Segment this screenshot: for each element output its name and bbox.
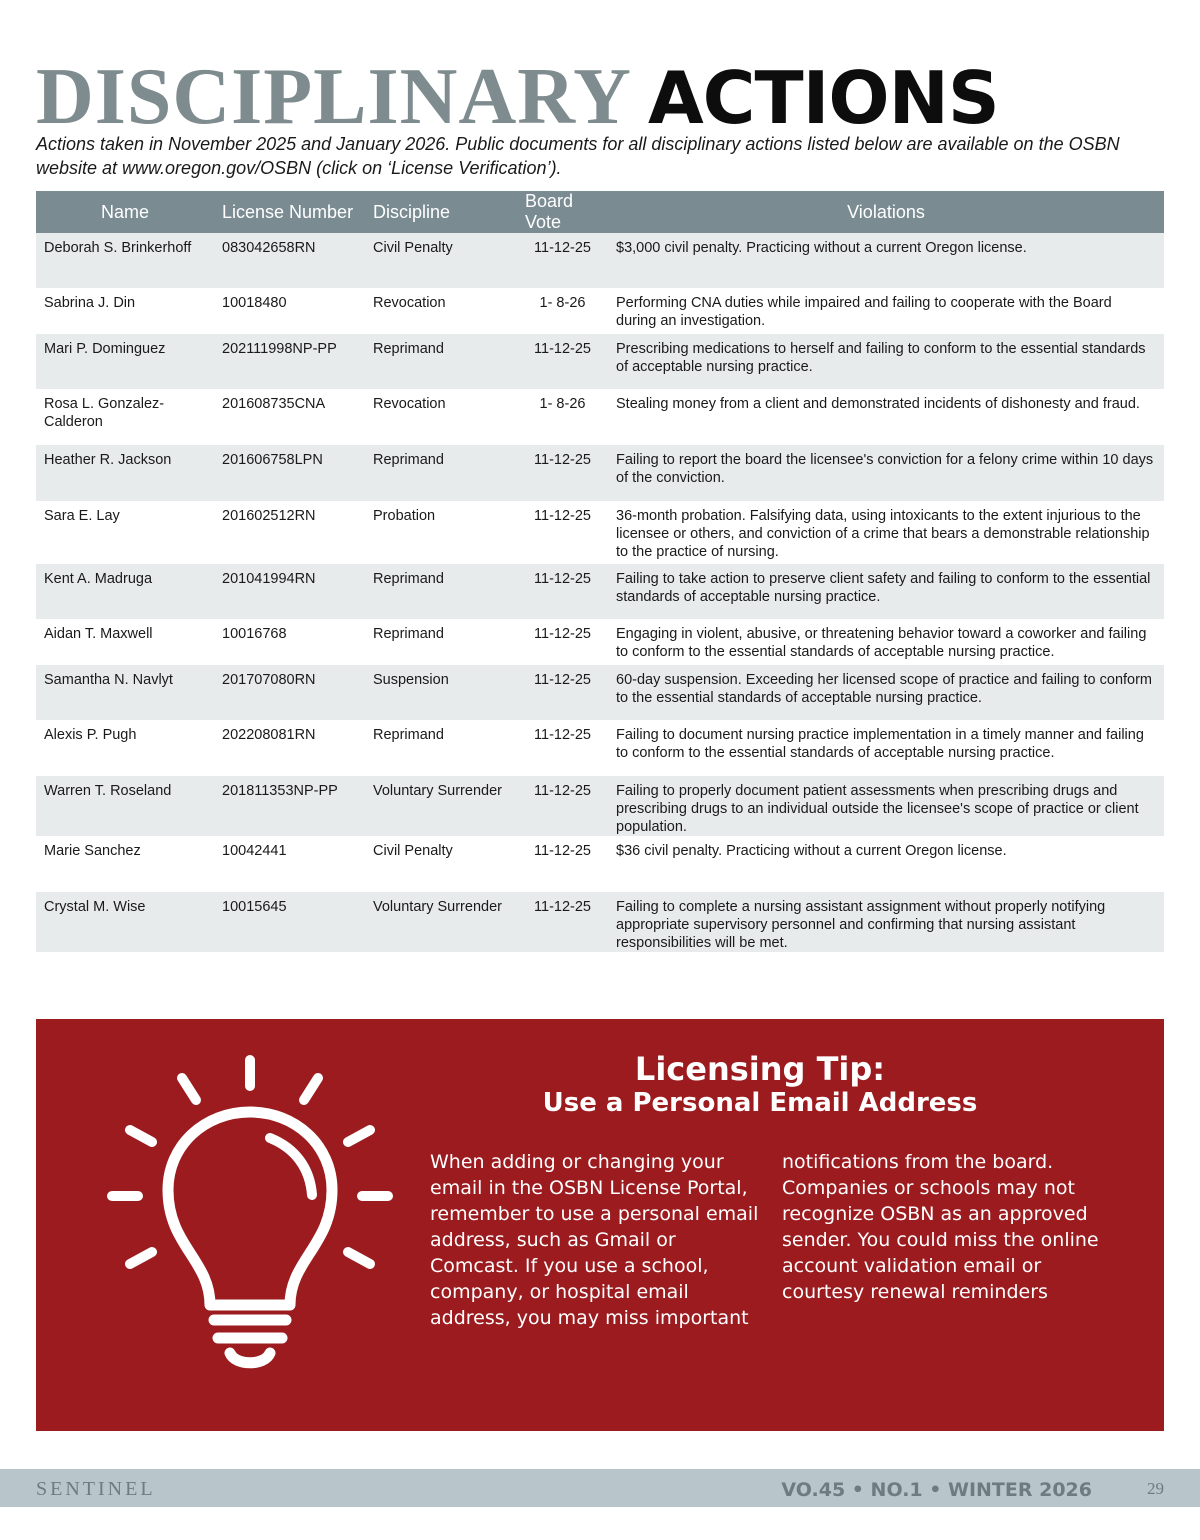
page-title [36, 52, 999, 142]
cell-name: Kent A. Madruga [44, 571, 153, 587]
cell-discipline: Revocation [373, 396, 446, 412]
intro-text: Actions taken in November 2025 and January 2026. Public documents for all disciplinary actions listed below are available on the OSBN website at www.oregon.gov/OSBN (click on ‘License Verification’). [36, 134, 1120, 178]
title-disciplinary: DISCIPLINARY [36, 53, 632, 141]
table-row [36, 501, 1164, 564]
column-header-name: Name [100, 201, 149, 222]
publication-name: SENTINEL [36, 1478, 156, 1500]
table-header-row [36, 191, 1164, 233]
cell-discipline: Reprimand [373, 452, 444, 468]
cell-board-vote: 11-12-25 [534, 240, 591, 256]
cell-violations: Failing to take action to preserve client safety and failing to conform to the essential standards of acceptable nursing practice. [616, 571, 1151, 605]
tip-body-column-2: notifications from the board. Companies or schools may not recognize OSBN as an approved sender. You could miss the online account validation email or courtesy renewal reminders [782, 1151, 1099, 1303]
cell-board-vote: 11-12-25 [534, 843, 591, 859]
cell-violations: $36 civil penalty. Practicing without a current Oregon license. [616, 843, 1007, 859]
table-row [36, 233, 1164, 288]
cell-license-number: 201041994RN [222, 571, 316, 587]
column-header-discipline: Discipline [373, 201, 451, 222]
cell-violations: Stealing money from a client and demonstrated incidents of dishonesty and fraud. [616, 396, 1140, 412]
cell-violations: Failing to document nursing practice implementation in a timely manner and failing to conform to the essential standards of acceptable nursing practice. [616, 727, 1144, 761]
cell-name: Samantha N. Navlyt [44, 672, 173, 688]
table-row [36, 288, 1164, 334]
cell-discipline: Suspension [373, 672, 449, 688]
cell-discipline: Civil Penalty [373, 240, 453, 256]
cell-discipline: Reprimand [373, 571, 444, 587]
cell-license-number: 10018480 [222, 295, 287, 311]
cell-license-number: 202111998NP-PP [222, 341, 337, 357]
disciplinary-table [36, 191, 1164, 952]
cell-license-number: 201608735CNA [222, 396, 326, 412]
cell-discipline: Revocation [373, 295, 446, 311]
cell-board-vote: 11-12-25 [534, 571, 591, 587]
cell-board-vote: 1- 8-26 [539, 295, 586, 311]
issue-info: VO.45 • NO.1 • WINTER 2026 [781, 1479, 1092, 1501]
cell-name: Sabrina J. Din [44, 295, 136, 311]
cell-name: Mari P. Dominguez [44, 341, 166, 357]
table-row [36, 836, 1164, 892]
cell-board-vote: 11-12-25 [534, 508, 591, 524]
cell-license-number: 201606758LPN [222, 452, 323, 468]
table-row [36, 564, 1164, 619]
table-row [36, 720, 1164, 776]
cell-board-vote: 11-12-25 [534, 672, 591, 688]
cell-violations: Engaging in violent, abusive, or threatening behavior toward a coworker and failing to conform to the essential standards of acceptable nursing practice. [616, 626, 1147, 660]
cell-violations: $3,000 civil penalty. Practicing without a current Oregon license. [616, 240, 1027, 256]
cell-name: Rosa L. Gonzalez-Calderon [44, 396, 165, 430]
cell-violations: Failing to complete a nursing assistant assignment without properly notifying appropriate supervisory personnel and confirming that nursing assistant responsibilities will be met. [616, 899, 1106, 951]
cell-name: Crystal M. Wise [44, 899, 146, 915]
cell-license-number: 201707080RN [222, 672, 316, 688]
table-row [36, 892, 1164, 952]
cell-license-number: 202208081RN [222, 727, 316, 743]
cell-name: Deborah S. Brinkerhoff [44, 240, 192, 256]
table-row [36, 776, 1164, 836]
cell-discipline: Reprimand [373, 626, 444, 642]
cell-license-number: 083042658RN [222, 240, 316, 256]
column-header-violations: Violations [847, 201, 925, 222]
cell-board-vote: 1- 8-26 [539, 396, 586, 412]
cell-license-number: 10042441 [222, 843, 287, 859]
cell-discipline: Voluntary Surrender [373, 899, 502, 915]
cell-name: Sara E. Lay [44, 508, 120, 524]
table-row [36, 334, 1164, 389]
cell-discipline: Voluntary Surrender [373, 783, 502, 799]
cell-board-vote: 11-12-25 [534, 783, 591, 799]
cell-violations: Failing to properly document patient assessments when prescribing drugs and prescribing drugs to an individual outside the licensee's scope of practice or client population. [616, 783, 1139, 835]
cell-board-vote: 11-12-25 [534, 899, 591, 915]
cell-license-number: 201602512RN [222, 508, 316, 524]
tip-heading-block [0, 1050, 1200, 1118]
cell-violations: Performing CNA duties while impaired and failing to cooperate with the Board during an investigation. [616, 295, 1112, 329]
disciplinary-table-container [36, 191, 1164, 952]
cell-board-vote: 11-12-25 [534, 727, 591, 743]
cell-violations: 60-day suspension. Exceeding her licensed scope of practice and failing to conform to the essential standards of acceptable nursing practice. [616, 672, 1153, 706]
cell-discipline: Probation [373, 508, 436, 524]
cell-name: Aidan T. Maxwell [44, 626, 153, 642]
cell-discipline: Civil Penalty [373, 843, 453, 859]
cell-license-number: 10015645 [222, 899, 287, 915]
table-row [36, 445, 1164, 501]
table-row [36, 389, 1164, 445]
cell-discipline: Reprimand [373, 727, 444, 743]
tip-body-column-1: When adding or changing your email in the OSBN License Portal, remember to use a personal email address, such as Gmail or Comcast. If you use a school, company, or hospital email address, you may miss important [430, 1151, 759, 1329]
cell-violations: Prescribing medications to herself and failing to conform to the essential standards of acceptable nursing practice. [616, 341, 1146, 375]
cell-name: Marie Sanchez [44, 843, 141, 859]
page-number: 29 [1147, 1479, 1164, 1498]
cell-name: Alexis P. Pugh [44, 727, 137, 743]
cell-name: Warren T. Roseland [44, 783, 172, 799]
cell-violations: Failing to report the board the licensee's conviction for a felony crime within 10 days of the conviction. [616, 452, 1154, 486]
column-header-license: License Number [222, 201, 354, 222]
cell-license-number: 201811353NP-PP [222, 783, 338, 799]
cell-board-vote: 11-12-25 [534, 452, 591, 468]
tip-subheading: Use a Personal Email Address [542, 1088, 978, 1118]
cell-board-vote: 11-12-25 [534, 626, 591, 642]
tip-heading: Licensing Tip: [634, 1050, 886, 1088]
cell-board-vote: 11-12-25 [534, 341, 591, 357]
table-row [36, 665, 1164, 720]
title-actions: ACTIONS [647, 56, 999, 140]
cell-violations: 36-month probation. Falsifying data, using intoxicants to the extent injurious to the licensee or others, and conviction of a crime that bears a demonstrable relationship to the practice of nursing. [616, 508, 1150, 560]
column-header-board-vote: Board Vote [525, 191, 574, 232]
cell-name: Heather R. Jackson [44, 452, 172, 468]
cell-license-number: 10016768 [222, 626, 287, 642]
page-footer [0, 1469, 1200, 1507]
table-row [36, 619, 1164, 665]
cell-discipline: Reprimand [373, 341, 444, 357]
table-body [36, 233, 1164, 952]
